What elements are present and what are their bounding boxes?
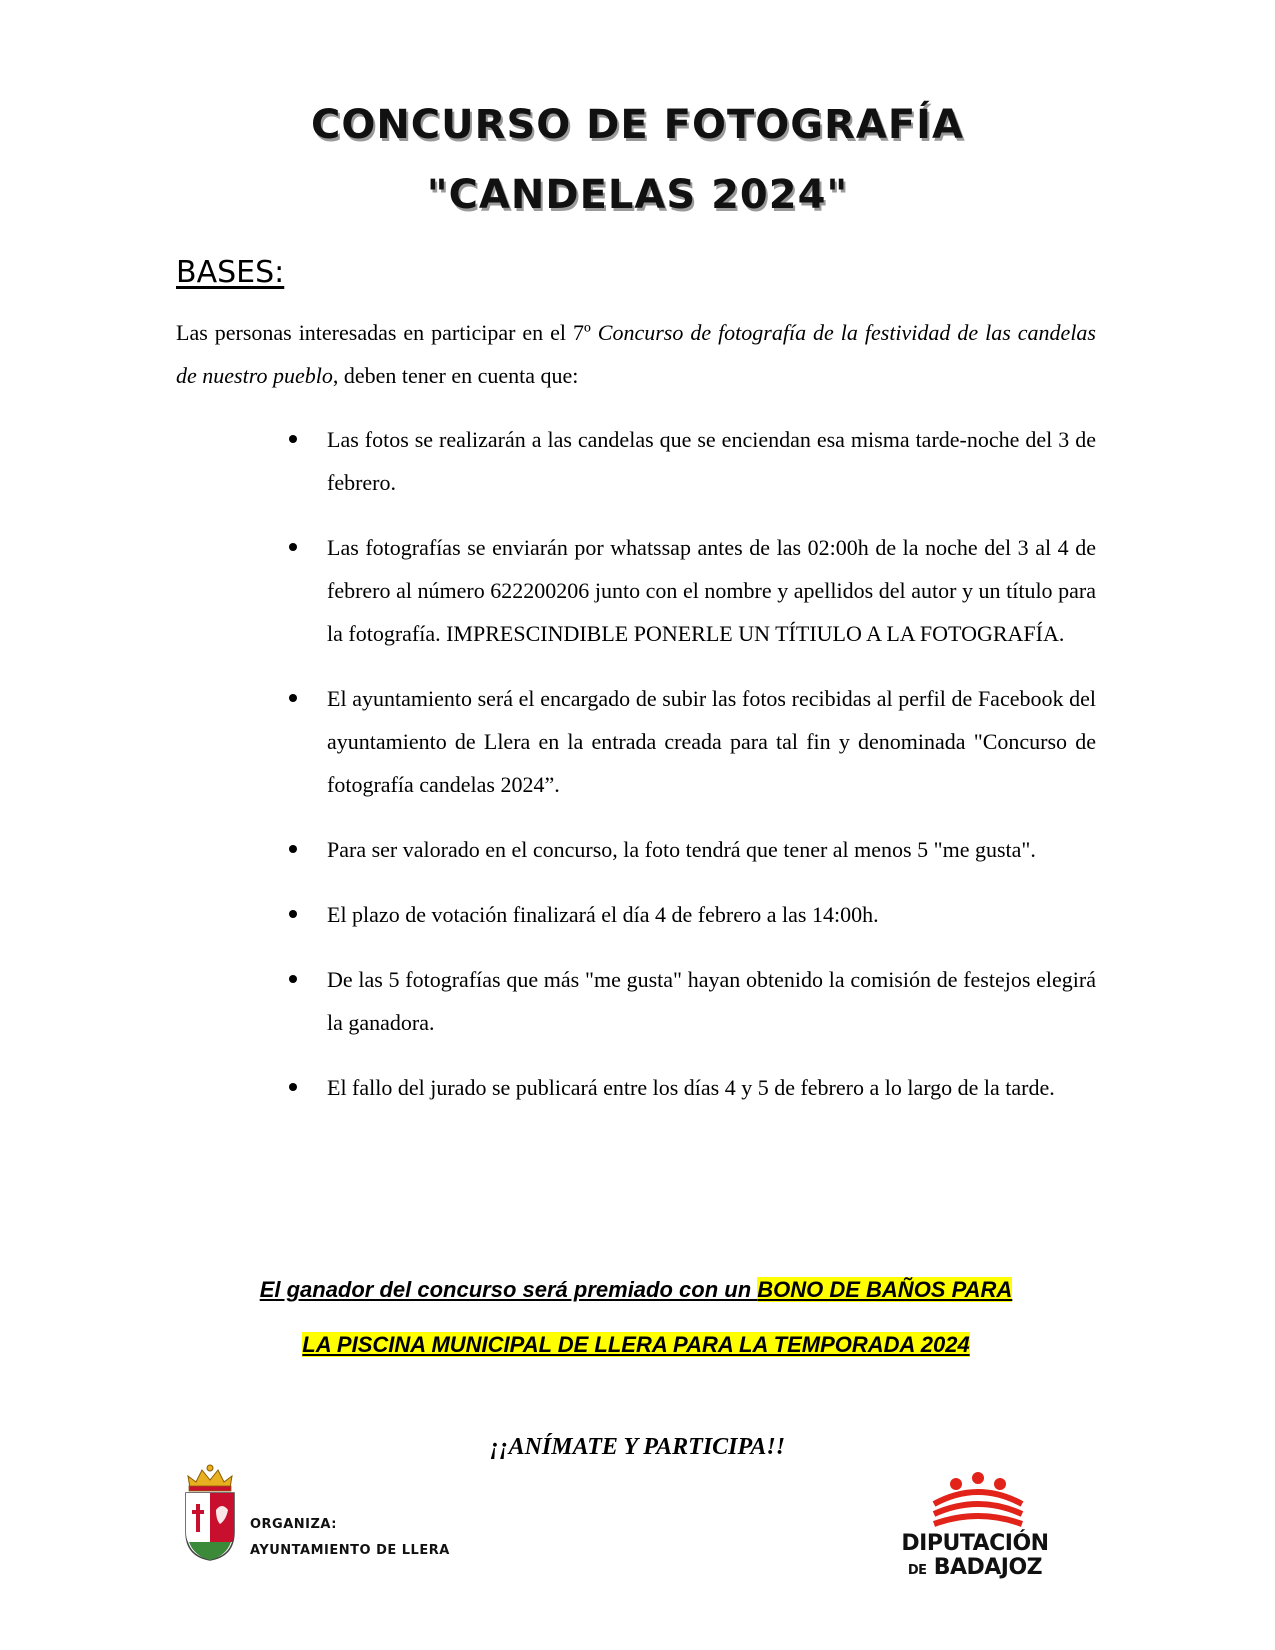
rule-text: Las fotografías se enviarán por whatssap antes de las 02:00h de la noche del 3 al 4 de febrero al número 622200206 junto con el nombre y apellidos del autor y un título para la fotografía. IMPRESCINDIBLE PONERLE UN TÍTIULO A LA FOTOGRAFÍA. <box>327 535 1096 646</box>
bullet-icon <box>289 975 297 983</box>
title-line-1: CONCURSO DE FOTOGRAFÍA <box>310 102 965 148</box>
call-to-action: ¡¡ANÍMATE Y PARTICIPA!! <box>489 1434 786 1460</box>
sponsor-line-2 <box>900 1556 1050 1583</box>
coat-of-arms-icon <box>180 1462 240 1562</box>
sponsor-name <box>900 1532 1050 1583</box>
prize-lead: El ganador del concurso será premiado con un <box>259 1277 758 1302</box>
sponsor-badajoz: BADAJOZ <box>933 1555 1043 1580</box>
rule-text: Para ser valorado en el concurso, la foto tendrá que tener al menos 5 "me gusta". <box>327 837 1036 862</box>
bullet-icon <box>289 845 297 853</box>
rule-item <box>289 893 1096 936</box>
bases-heading: BASES: <box>176 255 285 290</box>
rule-text: El plazo de votación finalizará el día 4 de febrero a las 14:00h. <box>327 902 879 927</box>
intro-paragraph <box>176 311 1096 397</box>
organizer-name: AYUNTAMIENTO DE LLERA <box>250 1543 450 1558</box>
rule-item <box>289 1066 1096 1109</box>
shield-icon <box>186 1493 234 1560</box>
sponsor-de: DE <box>907 1563 927 1578</box>
prize-highlight-1: BONO DE BAÑOS PARA <box>757 1277 1013 1302</box>
rule-item <box>289 958 1096 1044</box>
bullet-icon <box>289 910 297 918</box>
intro-text-1: Las personas interesadas en participar en el 7º <box>176 320 598 345</box>
bullet-icon <box>289 694 297 702</box>
rule-item <box>289 526 1096 655</box>
rule-text: El fallo del jurado se publicará entre los días 4 y 5 de febrero a lo largo de la tarde. <box>327 1075 1055 1100</box>
sponsor-line-1: DIPUTACIÓN <box>901 1531 1049 1556</box>
prize-statement <box>176 1262 1096 1372</box>
rules-list <box>289 418 1096 1131</box>
prize-highlight-2: LA PISCINA MUNICIPAL DE LLERA PARA LA TEMPORADA 2024 <box>302 1332 970 1357</box>
rule-item <box>289 828 1096 871</box>
title-line-2: "CANDELAS 2024" <box>426 172 849 218</box>
bullet-icon <box>289 1083 297 1091</box>
rule-text: De las 5 fotografías que más "me gusta" hayan obtenido la comisión de festejos elegirá la ganadora. <box>327 967 1096 1035</box>
rule-text: Las fotos se realizarán a las candelas que se enciendan esa misma tarde-noche del 3 de febrero. <box>327 427 1096 495</box>
crown-icon <box>188 1465 232 1491</box>
organiza-label: ORGANIZA: <box>250 1517 337 1532</box>
rule-item <box>289 418 1096 504</box>
bullet-icon <box>289 543 297 551</box>
organizer-block <box>250 1512 450 1564</box>
intro-text-2: , deben tener en cuenta que: <box>332 363 579 388</box>
rule-item <box>289 677 1096 806</box>
bullet-icon <box>289 435 297 443</box>
intro-contest-name: Concurso de fotografía de la festividad de las candelas de nuestro pueblo <box>176 320 1096 388</box>
diputacion-logo-icon <box>928 1470 1028 1530</box>
rule-text: El ayuntamiento será el encargado de subir las fotos recibidas al perfil de Facebook del ayuntamiento de Llera en la entrada creada para tal fin y denominada "Concurso de fotografía candelas 2024”. <box>327 686 1096 797</box>
